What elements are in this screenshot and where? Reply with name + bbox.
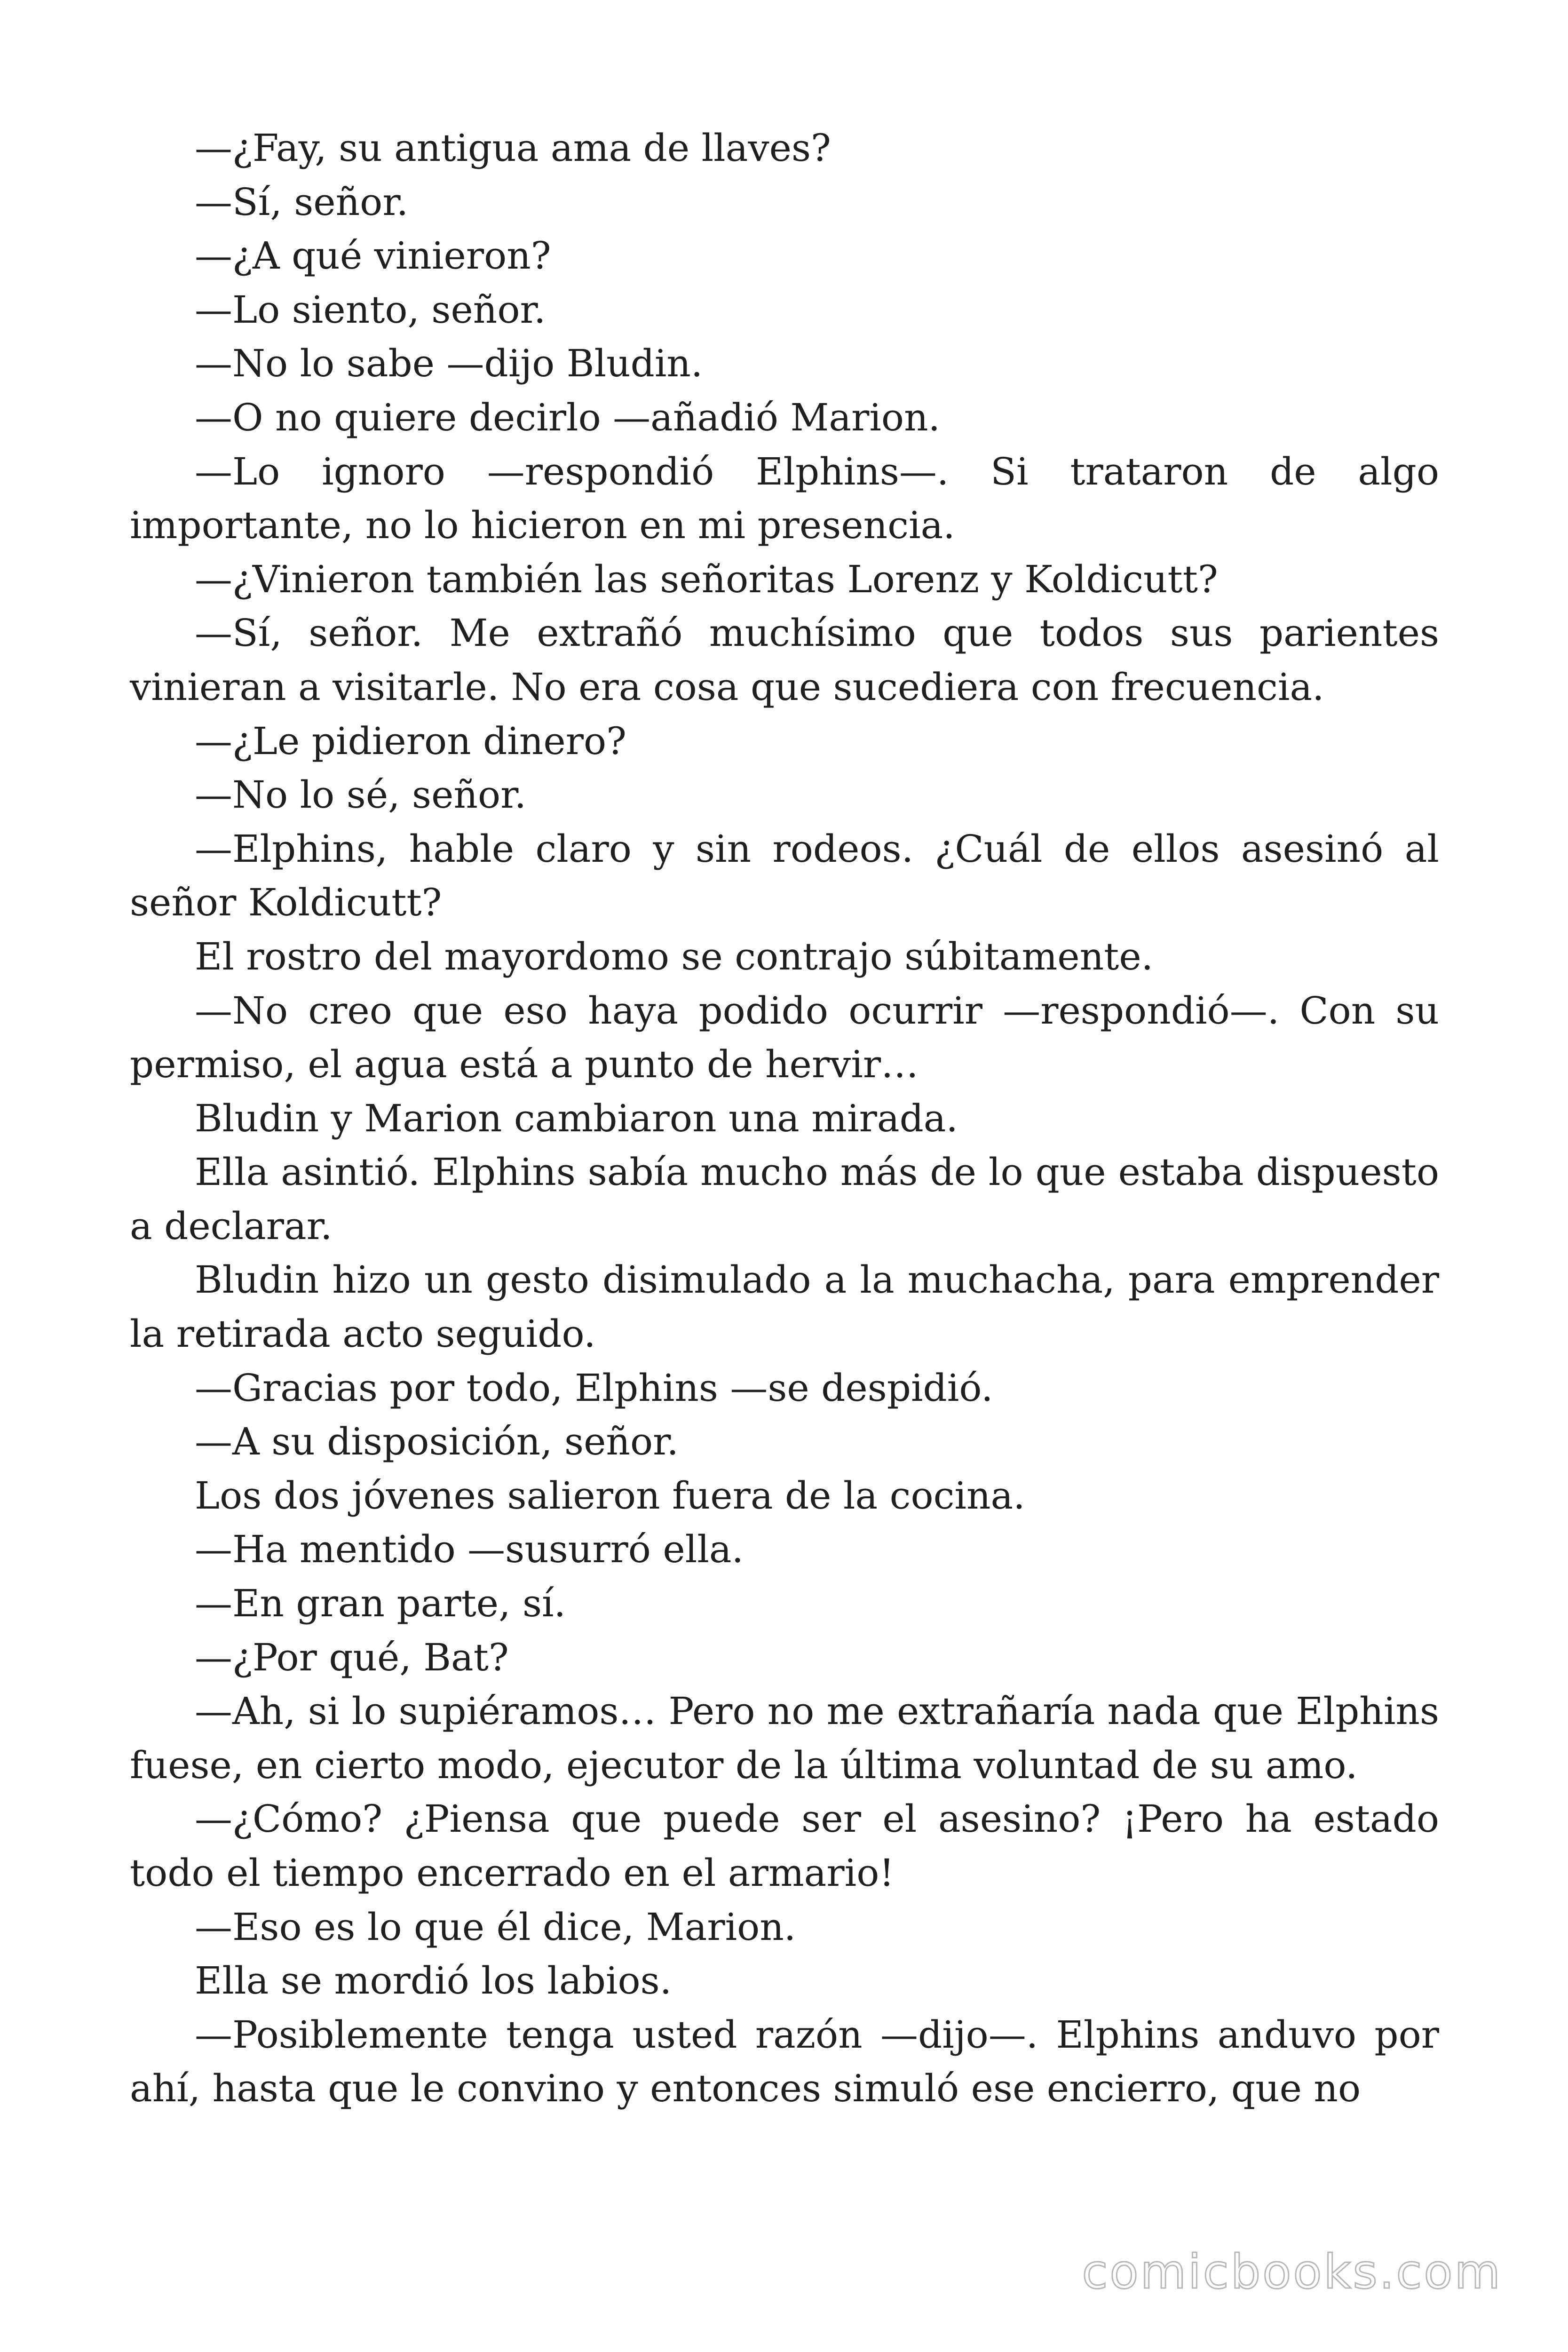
paragraph: El rostro del mayordomo se contrajo súbitamente. <box>195 934 1154 978</box>
paragraph: —¿A qué vinieron? <box>195 234 551 278</box>
paragraph: —Lo ignoro —respondió Elphins—. Si trataron de algo importante, no lo hicieron en mi presencia. <box>130 449 1439 548</box>
paragraph: —¿Le pidieron dinero? <box>195 719 627 763</box>
paragraph: Ella se mordió los labios. <box>195 1959 672 2003</box>
paragraph: —Eso es lo que él dice, Marion. <box>195 1905 796 1949</box>
paragraph: Los dos jóvenes salieron fuera de la cocina. <box>195 1473 1025 1518</box>
paragraph: —O no quiere decirlo —añadió Marion. <box>195 395 941 439</box>
paragraph: —Elphins, hable claro y sin rodeos. ¿Cuál de ellos asesinó al señor Koldicutt? <box>130 826 1439 925</box>
watermark: comicbooks.com <box>1082 2244 1502 2299</box>
paragraph: —¿Cómo? ¿Piensa que puede ser el asesino? ¡Pero ha estado todo el tiempo encerrado en el armario! <box>130 1797 1439 1895</box>
paragraph: —¿Por qué, Bat? <box>195 1635 509 1679</box>
paragraph: Bludin y Marion cambiaron una mirada. <box>195 1096 958 1140</box>
paragraph: —No lo sé, señor. <box>195 773 526 817</box>
paragraph: —¿Vinieron también las señoritas Lorenz y Koldicutt? <box>195 557 1218 601</box>
paragraph: —Sí, señor. Me extrañó muchísimo que todos sus parientes vinieran a visitarle. No era cosa que sucediera con frecuencia. <box>130 611 1439 709</box>
paragraph: —Gracias por todo, Elphins —se despidió. <box>195 1366 993 1410</box>
body-text <box>130 121 1439 2116</box>
paragraph: Bludin hizo un gesto disimulado a la muchacha, para emprender la retirada acto seguido. <box>130 1258 1439 1356</box>
paragraph: —Posiblemente tenga usted razón —dijo—. Elphins anduvo por ahí, hasta que le convino y entonces simuló ese encierro, que no <box>130 2012 1439 2111</box>
paragraph: —En gran parte, sí. <box>195 1581 566 1626</box>
paragraph: —¿Fay, su antigua ama de llaves? <box>195 126 831 170</box>
paragraph: —No creo que eso haya podido ocurrir —respondió—. Con su permiso, el agua está a punto de hervir… <box>130 988 1439 1087</box>
paragraph: —No lo sabe —dijo Bludin. <box>195 342 703 386</box>
paragraph: Ella asintió. Elphins sabía mucho más de lo que estaba dispuesto a declarar. <box>130 1150 1439 1248</box>
paragraph: —Ah, si lo supiéramos… Pero no me extrañaría nada que Elphins fuese, en cierto modo, ejecutor de la última voluntad de su amo. <box>130 1689 1439 1787</box>
paragraph: —Ha mentido —susurró ella. <box>195 1527 744 1572</box>
paragraph: —A su disposición, señor. <box>195 1420 679 1464</box>
paragraph: —Lo siento, señor. <box>195 287 546 332</box>
paragraph: —Sí, señor. <box>195 180 409 224</box>
